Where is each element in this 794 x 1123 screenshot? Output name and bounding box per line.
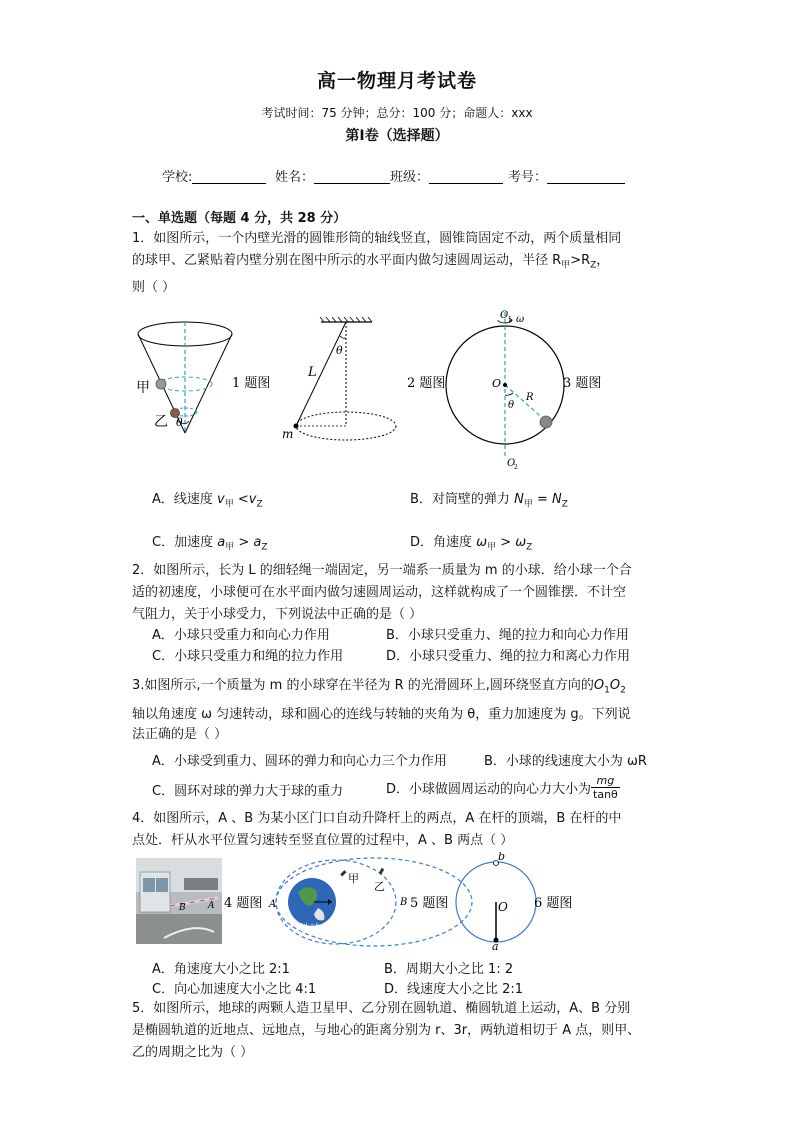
q2-option-c[interactable]: C．小球只受重力和绳的拉力作用 <box>152 649 344 664</box>
q4-figures <box>134 852 594 952</box>
field-name[interactable] <box>275 166 390 185</box>
q5-stem <box>132 998 664 1064</box>
page-title: 高一物理月考试卷 <box>316 70 477 92</box>
q4-option-d[interactable]: D．线速度大小之比 2:1 <box>384 982 524 997</box>
field-name-label: 姓名： <box>275 170 315 185</box>
label-O2-sub: 2 <box>514 464 518 471</box>
q3-option-d[interactable]: D．小球做圆周运动的向心力大小为 $\frac{mg}{\tan\theta}$ <box>386 774 618 801</box>
q4-line-1: 4．如图所示，A 、B 为某小区门口自动升降杆上的两点，A 在杆的顶端，B 在杆的中 <box>132 811 622 826</box>
q4-option-a[interactable]: A．角速度大小之比 2:1 <box>152 962 290 977</box>
q3-option-b[interactable]: B．小球的线速度大小为 ωR <box>484 754 647 769</box>
label-b: b <box>498 852 506 863</box>
earth-label: 地球 <box>300 924 320 935</box>
label-theta-3: θ <box>508 400 515 411</box>
caption-fig3: 3 题图 <box>563 376 602 391</box>
q1-option-a[interactable]: A．线速度 $v_甲 <v_Z$ <box>152 492 263 510</box>
q2-option-b[interactable]: B．小球只受重力、绳的拉力和向心力作用 <box>386 628 629 643</box>
name-blank[interactable] <box>314 170 390 184</box>
exam-meta: 考试时间：75 分钟；总分：100 分；命题人：xxx <box>261 106 533 120</box>
q4-option-b[interactable]: B．周期大小之比 1: 2 <box>384 962 514 977</box>
caption-fig4: 4 题图 <box>224 896 263 911</box>
q2-line-2: 适的初速度，小球便可在水平面内做匀速圆周运动，这样就构成了一个圆锥摆．不计空 <box>132 585 627 600</box>
school-blank[interactable] <box>192 170 266 184</box>
label-m: m <box>282 427 294 441</box>
fraction: $\frac{mg}{\tan\theta}$ <box>593 774 618 801</box>
q4-stem <box>132 808 664 852</box>
q1-line-3: 则（ ） <box>132 279 176 295</box>
label-O1-sub: 1 <box>508 316 512 323</box>
q2-option-d[interactable]: D．小球只受重力、绳的拉力和离心力作用 <box>386 649 631 664</box>
q3-option-c[interactable]: C．圆环对球的弹力大于球的重力 <box>152 784 344 799</box>
q1-option-b[interactable]: B．对筒壁的弹力 $N_甲 = N_Z$ <box>410 492 568 510</box>
field-school[interactable] <box>162 166 266 185</box>
q1-line-2: 的球甲、乙紧贴着内壁分别在图中所示的水平面内做匀速圆周运动，半径 $R_甲>R_Z$， <box>132 253 610 271</box>
field-id[interactable] <box>508 166 625 185</box>
q3-line-1: 3.如图所示,一个质量为 m 的小球穿在半径为 R 的光滑圆环上,圆环绕竖直方向的$O_1O_2$ <box>132 678 626 696</box>
volume-title: 第Ⅰ卷（选择题） <box>345 128 449 144</box>
pendulum-figure <box>282 317 445 441</box>
field-school-label: 学校: <box>162 170 193 185</box>
orbit-label-B: B <box>400 897 408 908</box>
label-O-6: O <box>498 900 508 914</box>
photo-label-A: A <box>208 901 215 911</box>
label-theta-1: θ <box>176 416 183 429</box>
q3-line-3: 法正确的是（ ） <box>132 727 228 742</box>
ring-ball <box>540 416 552 428</box>
q1-line-1: 1．如图所示，一个内壁光滑的圆锥形筒的轴线竖直，圆锥筒固定不动，两个质量相同 <box>132 231 622 246</box>
pendulum-bob <box>294 424 299 429</box>
q5-line-3: 乙的周期之比为（ ） <box>132 1045 254 1060</box>
q2-line-3: 气阻力，关于小球受力，下列说法中正确的是（ ） <box>132 607 423 622</box>
photo-label-B: B <box>179 903 186 913</box>
caption-fig6: 6 题图 <box>534 896 573 911</box>
q4-line-2: 点处．杆从水平位置匀速转至竖直位置的过程中，A 、B 两点（ ） <box>132 833 514 848</box>
q1-figures <box>128 308 668 478</box>
q3-line-2: 轴以角速度 ω 匀速转动，球和圆心的连线与转轴的夹角为 θ，重力加速度为 g。下列说 <box>132 707 631 722</box>
orbit-label-jia: 甲 <box>348 872 359 885</box>
gate-photo <box>136 858 262 944</box>
ball-jia <box>156 379 166 389</box>
q3-option-a[interactable]: A．小球受到重力、圆环的弹力和向心力三个力作用 <box>152 754 447 769</box>
field-class-label: 班级： <box>390 170 430 185</box>
orbit-figure <box>268 858 472 946</box>
class-blank[interactable] <box>429 170 503 184</box>
field-class[interactable] <box>390 166 503 185</box>
q2-line-1: 2．如图所示，长为 L 的细轻绳一端固定，另一端系一质量为 m 的小球．给小球一个合 <box>132 563 632 578</box>
caption-fig1: 1 题图 <box>232 376 271 391</box>
q1-option-d[interactable]: D．角速度 $\omega_甲 > \omega_Z$ <box>410 535 533 553</box>
vertical-circle-figure <box>456 852 572 952</box>
label-jia: 甲 <box>136 380 150 396</box>
caption-fig5: 5 题图 <box>410 896 449 911</box>
q1-stem <box>132 228 664 299</box>
label-a: a <box>492 940 499 952</box>
label-R: R <box>526 392 534 403</box>
orbit-label-A: A <box>269 899 277 910</box>
label-O2: O <box>507 458 516 469</box>
id-blank[interactable] <box>547 170 625 184</box>
label-omega: ω <box>516 314 525 325</box>
cone-figure <box>136 322 270 433</box>
label-O1: O <box>500 310 509 321</box>
label-O: O <box>492 377 502 390</box>
label-yi: 乙 <box>154 414 168 430</box>
orbit-label-yi: 乙 <box>374 880 385 893</box>
q2-stem <box>132 560 664 626</box>
q1-option-c[interactable]: C．加速度 $a_甲 > a_Z$ <box>152 535 268 553</box>
q2-option-a[interactable]: A．小球只受重力和向心力作用 <box>152 628 330 643</box>
q5-line-1: 5．如图所示，地球的两颗人造卫星甲、乙分别在圆轨道、椭圆轨道上运动，A、B 分别 <box>132 1001 631 1016</box>
ring-figure <box>446 310 601 471</box>
field-id-label: 考号： <box>508 170 548 185</box>
section-title: 一、单选题（每题 4 分，共 28 分） <box>132 211 347 226</box>
label-L: L <box>308 365 317 380</box>
label-theta-2: θ <box>336 344 343 357</box>
caption-fig2: 2 题图 <box>407 376 446 391</box>
q5-line-2: 是椭圆轨道的近地点、远地点，与地心的距离分别为 r、3r，两轨道相切于 A 点，则甲、 <box>132 1023 641 1038</box>
q4-option-c[interactable]: C．向心加速度大小之比 4:1 <box>152 982 317 997</box>
